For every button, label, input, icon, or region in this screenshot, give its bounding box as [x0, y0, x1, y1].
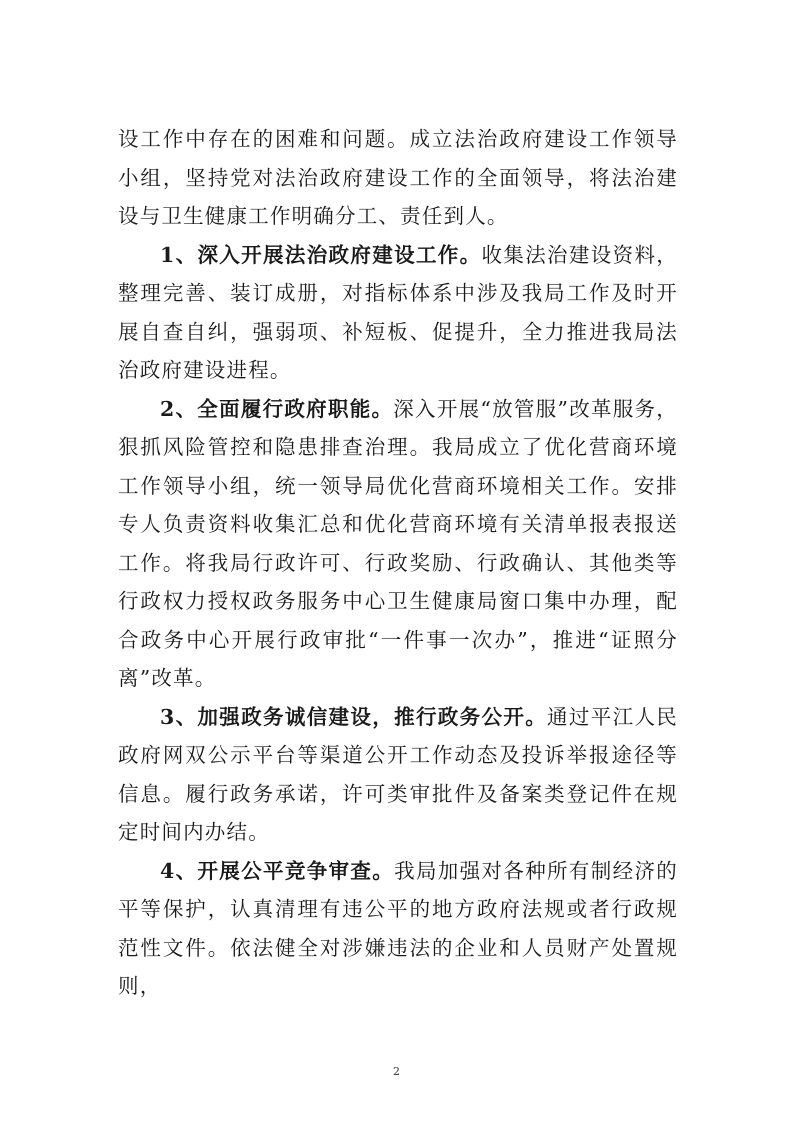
paragraph-item-3	[118, 698, 678, 852]
paragraph-text: 我局加强对各种所有制经济的平等保护，认真清理有违公平的地方政府法规或者行政规范性文件。依法健全对涉嫌违法的企业和人员财产处置规则，	[118, 858, 678, 998]
document-body	[118, 120, 678, 1006]
paragraph-text: 设工作中存在的困难和问题。成立法治政府建设工作领导小组，坚持党对法治政府建设工作的全面领导，将法治建设与卫生健康工作明确分工、责任到人。	[118, 127, 678, 228]
paragraph-heading: 1、深入开展法治政府建设工作。	[160, 242, 482, 267]
paragraph-item-4	[118, 852, 678, 1006]
paragraph-heading: 4、开展公平竞争审查。	[160, 858, 395, 883]
paragraph-heading: 3、加强政务诚信建设，推行政务公开。	[160, 704, 548, 729]
paragraph-heading: 2、全面履行政府职能。	[160, 396, 394, 421]
paragraph-intro	[118, 120, 678, 236]
page-number: 2	[393, 1065, 400, 1078]
paragraph-text: 深入开展“放管服”改革服务，狠抓风险管控和隐患排查治理。我局成立了优化营商环境工作领导小组，统一领导局优化营商环境相关工作。安排专人负责资料收集汇总和优化营商环境有关清单报表报送工作。将我局行政许可、行政奖励、行政确认、其他类等行政权力授权政务服务中心卫生健康局窗口集中办理，配合政务中心开展行政审批“一件事一次办”，推进“证照分离”改革。	[118, 396, 678, 690]
paragraph-text: 收集法治建设资料，整理完善、装订成册，对指标体系中涉及我局工作及时开展自查自纠，强弱项、补短板、促提升，全力推进我局法治政府建设进程。	[118, 242, 678, 382]
paragraph-item-1	[118, 236, 678, 390]
paragraph-text: 通过平江人民政府网双公示平台等渠道公开工作动态及投诉举报途径等信息。履行政务承诺，许可类审批件及备案类登记件在规定时间内办结。	[118, 704, 678, 844]
paragraph-item-2	[118, 390, 678, 698]
